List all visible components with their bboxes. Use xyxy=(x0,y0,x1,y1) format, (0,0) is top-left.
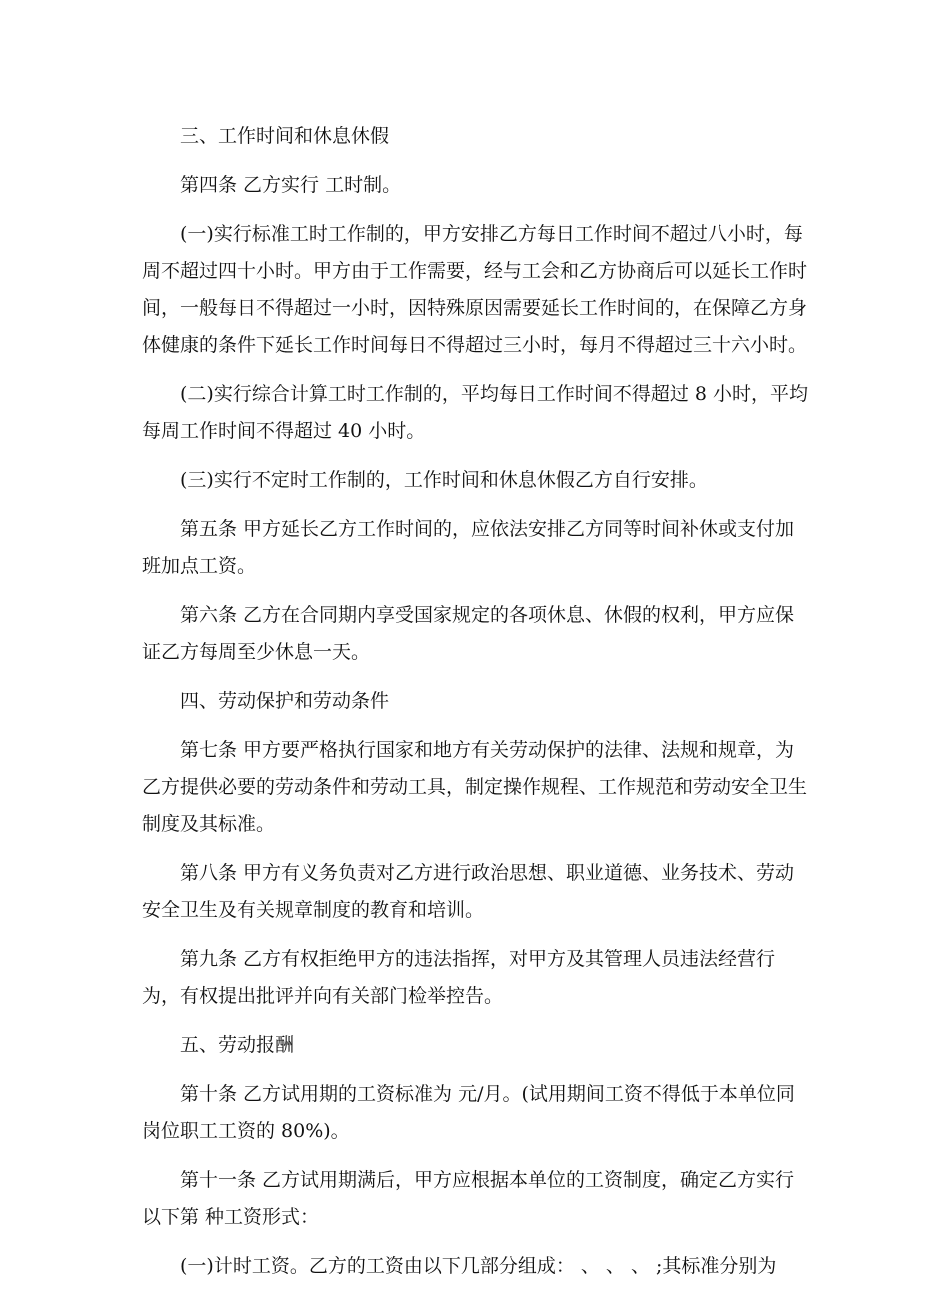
article-11-item-1: (一)计时工资。乙方的工资由以下几部分组成： 、 、 、 ;其标准分别为 xyxy=(180,1255,777,1277)
article-4-item-1: (一)实行标准工时工作制的，甲方安排乙方每日工作时间不超过八小时，每周不超过四十小时。甲方由于工作需要，经与工会和乙方协商后可以延长工作时间，一般每日不得超过一小时，因特殊原因需要延长工作时间的，在保障乙方身体健康的条件下延长工作时间每日不得超过三小时，每月不得超过三十六小时。 xyxy=(142,223,808,356)
article-7: 第七条 甲方要严格执行国家和地方有关劳动保护的法律、法规和规章，为乙方提供必要的劳动条件和劳动工具，制定操作规程、工作规范和劳动安全卫生制度及其标准。 xyxy=(142,739,808,835)
article-4: 第四条 乙方实行 工时制。 xyxy=(180,174,402,196)
document-body xyxy=(142,118,808,1297)
section-heading-5: 五、劳动报酬 xyxy=(180,1034,295,1056)
article-4-item-3: (三)实行不定时工作制的，工作时间和休息休假乙方自行安排。 xyxy=(180,469,708,491)
article-11: 第十一条 乙方试用期满后，甲方应根据本单位的工资制度，确定乙方实行以下第 种工资形式： xyxy=(142,1169,795,1228)
article-5: 第五条 甲方延长乙方工作时间的，应依法安排乙方同等时间补休或支付加班加点工资。 xyxy=(142,518,795,577)
article-4-item-2: (二)实行综合计算工时工作制的，平均每日工作时间不得超过 8 小时，平均每周工作时间不得超过 40 小时。 xyxy=(142,383,808,442)
article-9: 第九条 乙方有权拒绝甲方的违法指挥，对甲方及其管理人员违法经营行为，有权提出批评并向有关部门检举控告。 xyxy=(142,948,776,1007)
section-heading-4: 四、劳动保护和劳动条件 xyxy=(180,690,390,712)
section-heading-3: 三、工作时间和休息休假 xyxy=(180,125,390,147)
article-10: 第十条 乙方试用期的工资标准为 元/月。(试用期间工资不得低于本单位同岗位职工工资的 80%)。 xyxy=(142,1083,795,1142)
article-8: 第八条 甲方有义务负责对乙方进行政治思想、职业道德、业务技术、劳动安全卫生及有关规章制度的教育和培训。 xyxy=(142,862,795,921)
article-6: 第六条 乙方在合同期内享受国家规定的各项休息、休假的权利，甲方应保证乙方每周至少休息一天。 xyxy=(142,604,795,663)
